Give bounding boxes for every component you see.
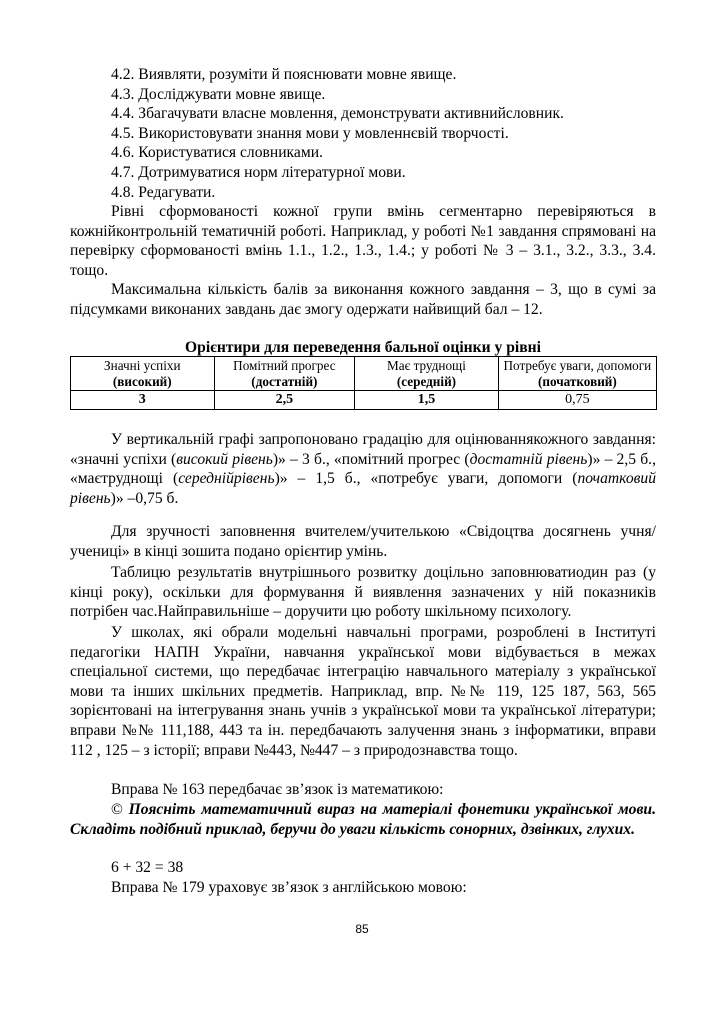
list-item: 4.3. Досліджувати мовне явище. bbox=[111, 85, 326, 103]
formula: 6 + 32 = 38 bbox=[111, 859, 184, 876]
list-item: 4.7. Дотримуватися норм літературної мови. bbox=[111, 163, 406, 181]
list-item: 4.8. Редагувати. bbox=[111, 183, 216, 201]
table-row bbox=[71, 391, 657, 410]
table-cell: 1,5 bbox=[355, 391, 499, 410]
paragraph-exercise-163: Вправа № 163 передбачає зв’язок із математикою: bbox=[111, 781, 444, 798]
grades-table bbox=[70, 356, 657, 410]
table-header-cell: Має труднощі (середній) bbox=[355, 357, 499, 391]
exercise-icon: © bbox=[111, 801, 123, 818]
skills-list bbox=[70, 65, 656, 202]
list-item: 4.5. Використовувати знання мови у мовленнєвій творчості. bbox=[111, 124, 509, 142]
paragraph-levels: Рівні сформованості кожної групи вмінь сегментарно перевіряються в кожнійконтрольній тематичній роботі. Наприклад, у роботі №1 завдання спрямовані на перевірку сформованості вмінь 1.1., 1.2., 1.3., 1.4.; у роботі № 3 – 3.1., 3.2., 3.3., 3.4. тощо. bbox=[70, 203, 656, 279]
list-item: 4.6. Користуватися словниками. bbox=[111, 144, 323, 162]
table-header-cell: Помітний прогрес (достатній) bbox=[214, 357, 355, 391]
table-cell: 0,75 bbox=[498, 391, 656, 410]
paragraph-vertical-column: У вертикальній графі запропоновано градацію для оцінюваннякожного завдання: «значні успіхи (високий рівень)» – 3 б., «помітний прогрес (достатній рівень)» – 2,5 б., «маєтруднощі (середнійрівень)» – 1,5 б., «потребує уваги, допомоги (початковий рівень)» –0,75 б. bbox=[70, 431, 657, 507]
table-header-cell: Значні успіхи (високий) bbox=[71, 357, 215, 391]
exercise-task bbox=[70, 800, 656, 839]
exercise-task-text: Поясніть математичний вираз на матеріалі фонетики української мови. Складіть подібний приклад, беручи до уваги кількість сонорних, дзвінких, глухих. bbox=[70, 801, 656, 838]
list-item: 4.2. Виявляти, розуміти й пояснювати мовне явище. bbox=[111, 66, 457, 83]
paragraph-schools: У школах, які обрали модельні навчальні програми, розроблені в Інституті педагогіки НАПН України, навчання української мови відбувається в межах спеціальної системи, що передбачає інтеграцію навчального матеріалу з української мови та інших шкільних предметів. Наприклад, впр. №№ 119, 125 187, 563, 565 зорієнтовані на інтегрування знань учнів з української мови та української літератури; вправи №№ 111,188, 443 та ін. передбачають залучення знань з інформатики, вправи 112 , 125 – з історії; вправи №443, №447 – з природознавства тощо. bbox=[70, 624, 656, 759]
page-number: 85 bbox=[355, 922, 369, 936]
paragraph-exercise-179: Вправа № 179 ураховує зв’язок з англійською мовою: bbox=[111, 879, 467, 896]
paragraph-max-score: Максимальна кількість балів за виконання кожного завдання – 3, що в сумі за підсумками виконаних завдань дає змогу одержати найвищий бал – 12. bbox=[70, 281, 656, 318]
table-caption: Орієнтири для переведення бальної оцінки у рівні bbox=[185, 339, 541, 356]
paragraph-convenience: Для зручності заповнення вчителем/учителькою «Свідоцтва досягнень учня/учениці» в кінці зошита подано орієнтир умінь. bbox=[70, 523, 656, 560]
paragraph-results-table: Таблицю результатів внутрішнього розвитку доцільно заповнюватиодин раз (у кінці року), оскільки для формування й виявлення зазначених у ній показників потрібен час.Найправильніше – доручити цю роботу шкільному психологу. bbox=[70, 564, 656, 621]
table-header-row bbox=[71, 357, 657, 391]
table-cell: 2,5 bbox=[214, 391, 355, 410]
table-header-cell: Потребує уваги, допомоги (початковий) bbox=[498, 357, 656, 391]
table-cell: 3 bbox=[71, 391, 215, 410]
list-item: 4.4. Збагачувати власне мовлення, демонструвати активнийсловник. bbox=[111, 105, 564, 123]
